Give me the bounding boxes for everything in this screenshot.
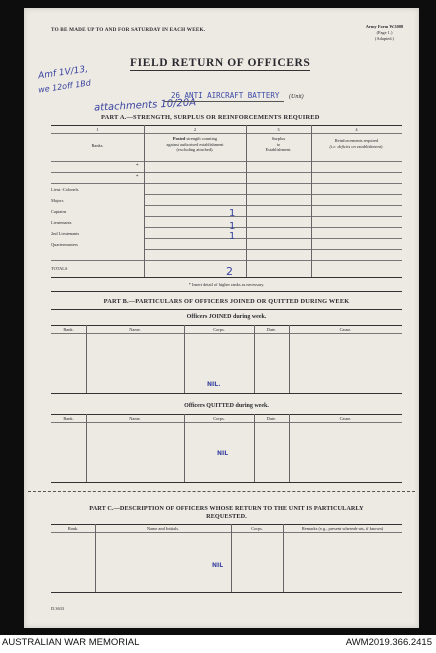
part-b-title: PART B.—PARTICULARS OF OFFICERS JOINED OR QUITTED DURING WEEK xyxy=(103,298,350,305)
totals-count: 2 xyxy=(226,265,233,278)
joined-col-cause: Cause. xyxy=(339,327,352,332)
quitted-col-rank: Rank. xyxy=(63,416,74,421)
rank-lieutenants: Lieutenants xyxy=(51,220,72,225)
footer-accession: AWM2019.366.2415 xyxy=(345,637,432,648)
form-number: Army Form W.3008 xyxy=(365,24,404,29)
joined-col-corps: Corps. xyxy=(213,327,225,332)
quitted-col-corps: Corps. xyxy=(213,416,225,421)
joined-title: Officers JOINED during week. xyxy=(186,314,267,320)
rank-totals: TOTALS xyxy=(51,266,68,271)
page-title: FIELD RETURN OF OFFICERS xyxy=(130,57,311,69)
part-c-col-rank: Rank. xyxy=(67,526,79,531)
col-number-3: 3 xyxy=(277,127,280,132)
part-c-col-name: Name and Initials. xyxy=(146,526,180,531)
part-c-col-remarks: Remarks (e.g., present whereab-uts, if known) xyxy=(301,526,384,531)
quitted-col-name: Name. xyxy=(129,416,141,421)
part-a-footnote: * Insert detail of higher ranks as necessary. xyxy=(188,282,265,287)
rank-lieut-colonels: Lieut.-Colonels xyxy=(51,187,79,192)
second-lt-count: 1 xyxy=(229,231,236,242)
col-number-2: 2 xyxy=(193,127,197,132)
handwritten-note-2: we 12off 1Bd xyxy=(37,78,92,95)
form-code: D.3633 xyxy=(51,606,65,611)
rank-2nd-lieutenants: 2nd Lieutenants xyxy=(51,231,80,236)
ranks-header: Ranks. xyxy=(91,143,104,148)
rank-quartermasters: Quartermasters xyxy=(51,242,78,247)
col-number-4: 4 xyxy=(355,127,358,132)
quitted-table xyxy=(51,414,402,482)
reinforcements-header: Reinforcements required (i.e. deficits on establishment). xyxy=(329,138,384,149)
handwritten-attachments: attachments 10/20A xyxy=(93,97,197,114)
quitted-col-date: Date. xyxy=(266,416,277,421)
unit-label: (Unit) xyxy=(289,94,304,100)
quitted-nil-entry: NIL xyxy=(217,450,229,457)
part-c-title: PART C.—DESCRIPTION OF OFFICERS WHOSE RETURN TO THE UNIT IS PARTICULARLY REQUESTED. xyxy=(89,505,364,520)
posted-strength-header: Posted strength counting against authorised establishment (excluding attached). xyxy=(166,136,224,152)
asterisk-2: * xyxy=(136,175,139,180)
asterisk-1: * xyxy=(136,164,139,169)
part-c-nil-entry: NIL xyxy=(212,562,224,569)
handwritten-note-1: Amf 1V/13, xyxy=(37,64,89,82)
surplus-header: Surplus to Establishment. xyxy=(265,136,292,152)
rank-majors: Majors xyxy=(51,198,64,203)
joined-col-name: Name. xyxy=(129,327,141,332)
form-adapted: (Adapted.) xyxy=(375,36,394,41)
col-number-1: 1 xyxy=(96,127,99,132)
joined-table xyxy=(51,325,402,393)
unit-name: 26 ANTI AIRCRAFT BATTERY xyxy=(171,91,280,100)
perforation-line xyxy=(28,491,415,492)
quitted-col-cause: Cause. xyxy=(339,416,352,421)
form-page xyxy=(24,8,419,628)
captains-count: 1 xyxy=(229,208,236,219)
lieutenants-count: 1 xyxy=(229,221,236,232)
joined-col-date: Date. xyxy=(266,327,277,332)
part-a-title: PART A.—STRENGTH, SURPLUS OR REINFORCEMENTS REQUIRED xyxy=(101,114,320,121)
joined-nil-entry: NIL. xyxy=(207,381,221,388)
joined-col-rank: Rank. xyxy=(63,327,74,332)
part-c-table xyxy=(51,524,402,592)
rank-captains: Captains xyxy=(51,209,67,214)
part-c-col-corps: Corps. xyxy=(251,526,263,531)
quitted-title: Officers QUITTED during week. xyxy=(184,403,269,409)
form-page-number: (Page 1.) xyxy=(376,30,393,35)
footer-credit: AUSTRALIAN WAR MEMORIAL xyxy=(2,637,140,648)
part-a-table xyxy=(51,125,402,278)
form-instruction: TO BE MADE UP TO AND FOR SATURDAY IN EACH WEEK. xyxy=(51,27,206,33)
